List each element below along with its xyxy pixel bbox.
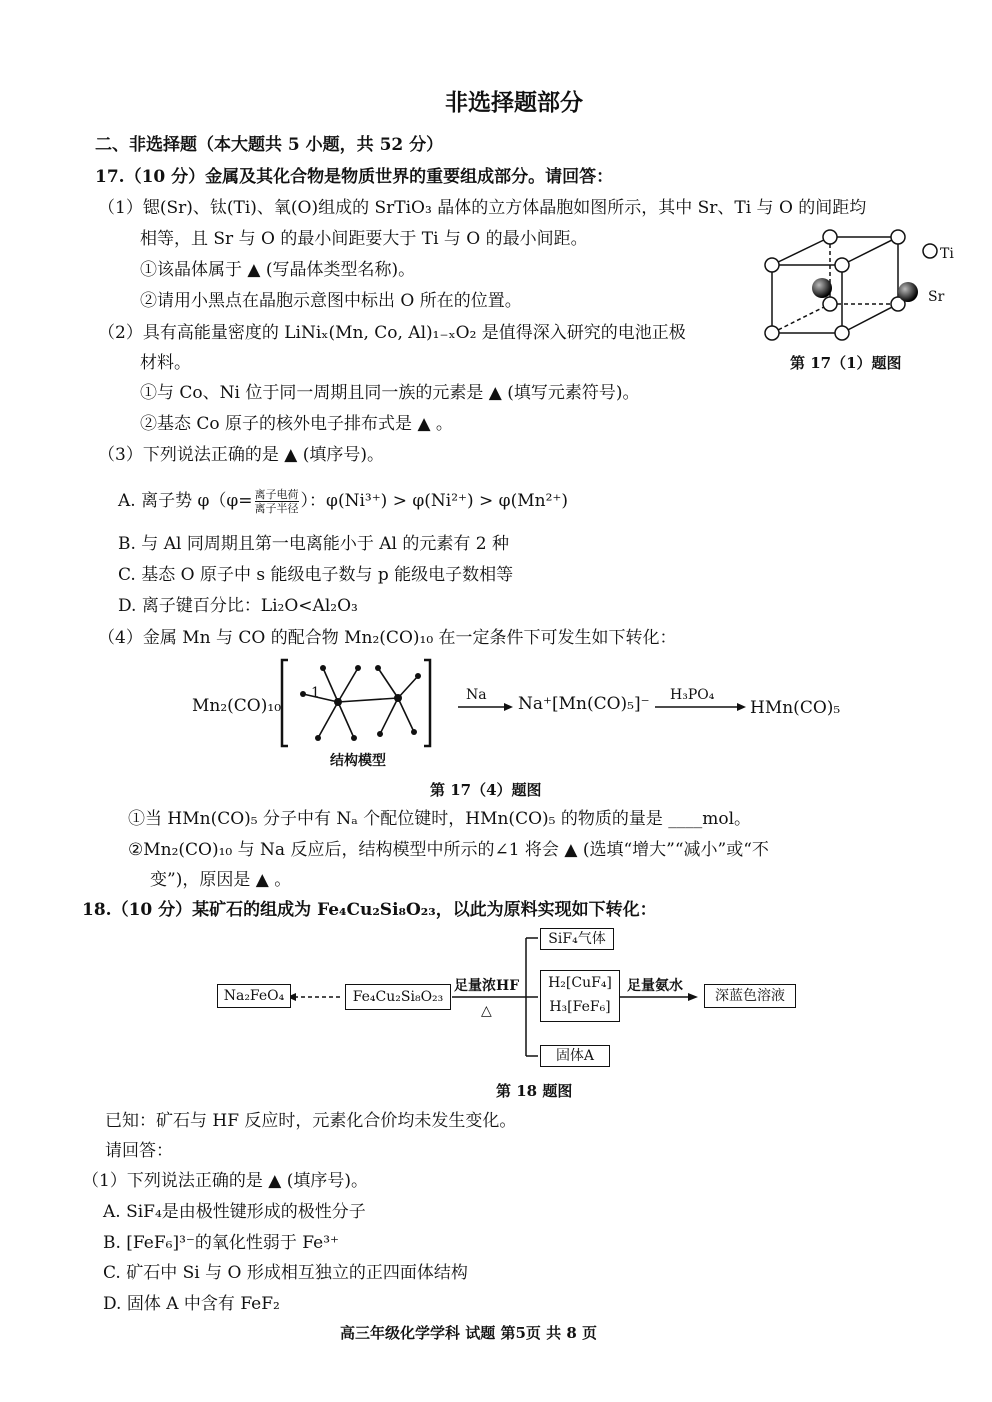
option-a-prefix: A. 离子势 φ（φ=: [118, 491, 253, 511]
product-hmn-co5: HMn(CO)₅: [750, 698, 841, 718]
ti-legend-icon: [923, 244, 937, 258]
mn2co10-structure-model: [268, 654, 448, 754]
legend-sr-label: Sr: [928, 289, 945, 305]
q17-part4-q2: ②Mn₂(CO)₁₀ 与 Na 反应后，结构模型中所示的∠1 将会 ▲ (选填“增大”“减小”或“不: [128, 840, 769, 860]
option-a-suffix: ）：φ(Ni³⁺) > φ(Ni²⁺) > φ(Mn²⁺): [300, 491, 568, 511]
q17-option-d: D. 离子键百分比：Li₂O<Al₂O₃: [118, 596, 358, 616]
fig4-start-compound: Mn₂(CO)₁₀: [192, 696, 282, 716]
q17-part1-text: （1）锶(Sr)、钛(Ti)、氧(O)组成的 SrTiO₃ 晶体的立方体晶胞如图所示，其中 Sr、Ti 与 O 的间距均: [98, 198, 867, 218]
q17-part2-q1: ①与 Co、Ni 位于同一周期且同一族的元素是 ▲ (填写元素符号)。: [140, 383, 640, 403]
q18-ask: 请回答：: [105, 1141, 173, 1161]
q17-part2-text2: 材料。: [140, 353, 191, 373]
box-h2cuf4-h3fef6: [540, 970, 620, 1022]
q18-option-d: D. 固体 A 中含有 FeF₂: [103, 1294, 280, 1314]
fig17-4-caption: 第 17（4）题图: [430, 781, 542, 799]
sr-atom: [812, 278, 832, 298]
q17-heading: 17.（10 分）金属及其化合物是物质世界的重要组成部分。请回答：: [95, 167, 614, 187]
box-solid-a: 固体A: [540, 1045, 610, 1067]
h2cuf4-label: H₂[CuF₄]: [548, 975, 612, 991]
h3fef6-label: H₃[FeF₆]: [549, 999, 611, 1015]
page-title: 非选择题部分: [445, 90, 583, 116]
q17-option-a: [118, 488, 568, 515]
q18-heading: 18.（10 分）某矿石的组成为 Fe₄Cu₂Si₈O₂₃，以此为原料实现如下转化：: [82, 900, 657, 920]
cond-heat: △: [481, 1003, 492, 1019]
fraction: [255, 488, 299, 515]
product-na-mn-co5: Na⁺[Mn(CO)₅]⁻: [518, 694, 650, 714]
box-deep-blue-solution: 深蓝色溶液: [704, 984, 796, 1008]
q17-part2-text: （2）具有高能量密度的 LiNiₓ(Mn, Co, Al)₁₋ₓO₂ 是值得深入研究的电池正极: [98, 323, 686, 343]
q18-option-a: A. SiF₄是由极性键形成的极性分子: [103, 1202, 366, 1222]
legend-ti-label: Ti: [940, 246, 954, 262]
reaction-arrow-2: [655, 702, 747, 712]
box-na2feo4: Na₂FeO₄: [217, 984, 291, 1008]
ti-atom: [823, 230, 837, 244]
fraction-denominator: 离子半径: [254, 502, 299, 515]
section-heading: 二、非选择题（本大题共 5 小题，共 52 分）: [95, 135, 444, 155]
q17-option-c: C. 基态 O 原子中 s 能级电子数与 p 能级电子数相等: [118, 565, 514, 585]
ti-atom: [891, 230, 905, 244]
reagent-h3po4: H₃PO₄: [670, 687, 715, 703]
q17-part1-q2: ②请用小黑点在晶胞示意图中标出 O 所在的位置。: [140, 291, 522, 311]
reaction-arrow-1: [458, 702, 514, 712]
reagent-na: Na: [466, 687, 487, 703]
fraction-numerator: 离子电荷: [254, 488, 299, 501]
sr-legend-icon: [898, 282, 918, 302]
q17-part4-q2-cont: 变”)，原因是 ▲ 。: [150, 870, 292, 890]
box-sif4-gas: SiF₄气体: [540, 928, 614, 950]
ti-atom: [823, 297, 837, 311]
q18-option-b: B. [FeF₆]³⁻的氧化性弱于 Fe³⁺: [103, 1233, 340, 1253]
q17-part1-text2: 相等，且 Sr 与 O 的最小间距要大于 Ti 与 O 的最小间距。: [140, 229, 588, 249]
q17-part3-text: （3）下列说法正确的是 ▲ (填序号)。: [98, 445, 384, 465]
ti-atom: [765, 326, 779, 340]
q18-option-c: C. 矿石中 Si 与 O 形成相互独立的正四面体结构: [103, 1263, 468, 1283]
box-ore: Fe₄Cu₂Si₈O₂₃: [345, 984, 451, 1010]
q18-part1-text: （1）下列说法正确的是 ▲ (填序号)。: [82, 1171, 368, 1191]
fig18-caption: 第 18 题图: [496, 1082, 573, 1100]
angle-label: 1: [311, 685, 320, 701]
q17-part4-q1: ①当 HMn(CO)₅ 分子中有 Nₐ 个配位键时，HMn(CO)₅ 的物质的量是 ____mol。: [128, 809, 752, 829]
structure-model-caption: 结构模型: [330, 753, 386, 769]
cond-hf: 足量浓HF: [454, 978, 520, 994]
ti-atom: [835, 326, 849, 340]
q17-option-b: B. 与 Al 同周期且第一电离能小于 Al 的元素有 2 种: [118, 534, 509, 554]
fig17-1-caption: 第 17（1）题图: [790, 354, 902, 372]
ti-atom: [835, 258, 849, 272]
ti-atom: [765, 258, 779, 272]
page-footer: 高三年级化学学科 试题 第5页 共 8 页: [340, 1324, 597, 1342]
q18-known: 已知：矿石与 HF 反应时，元素化合价均未发生变化。: [105, 1111, 517, 1131]
cond-ammonia: 足量氨水: [627, 978, 683, 994]
q17-part4-text: （4）金属 Mn 与 CO 的配合物 Mn₂(CO)₁₀ 在一定条件下可发生如下转化：: [98, 628, 677, 648]
q17-part2-q2: ②基态 Co 原子的核外电子排布式是 ▲ 。: [140, 414, 453, 434]
q17-part1-q1: ①该晶体属于 ▲ (写晶体类型名称)。: [140, 260, 416, 280]
